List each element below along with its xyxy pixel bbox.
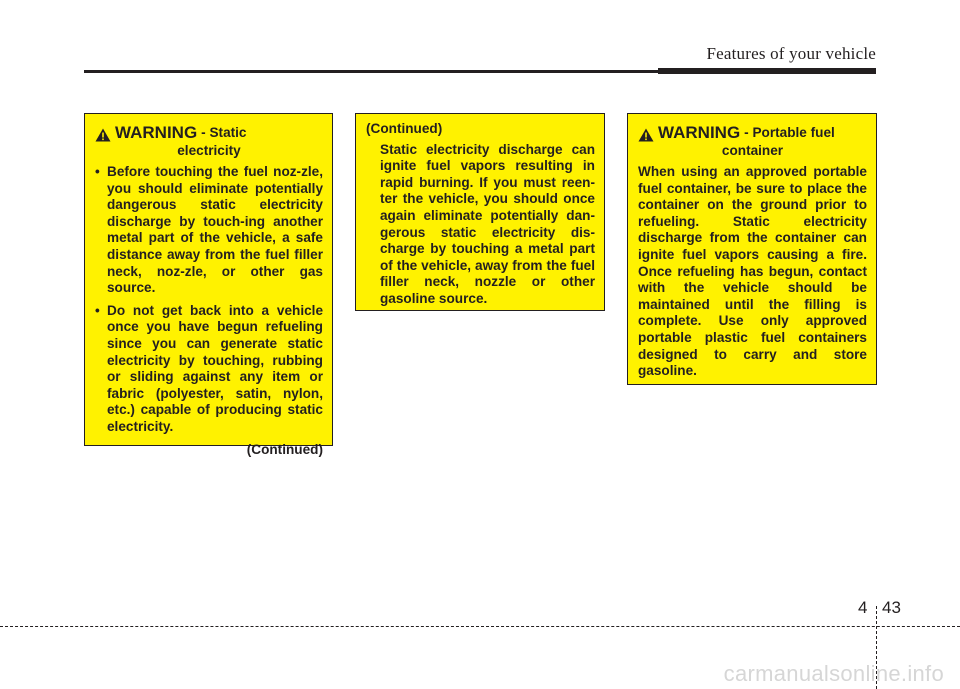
bullet-dot: • xyxy=(95,302,100,318)
warning-triangle-icon xyxy=(95,128,111,142)
section-title: Features of your vehicle xyxy=(706,44,876,63)
footer-dashed-rule xyxy=(0,626,960,627)
warning-subtitle-continued: electricity xyxy=(177,143,241,158)
warning-heading xyxy=(95,123,323,143)
warning-label: WARNING xyxy=(658,123,741,142)
bullet-text: Do not get back into a vehicle once you have begun refueling since you can generate static electricity by touching, rubbing or sliding against any item or fabric (polyester, satin, nylon, etc.) capable of producing static electricity. xyxy=(107,302,323,434)
bullet-text: Before touching the fuel noz-zle, you should eliminate potentially dangerous static electricity discharge by touch-ing another metal part of the vehicle, a safe distance away from the fuel filler neck, noz-zle, or other gas source. xyxy=(107,164,323,296)
warning-triangle-icon xyxy=(638,128,654,142)
bullet-item xyxy=(95,303,323,436)
continued-label: (Continued) xyxy=(246,441,323,457)
watermark: carmanualsonline.info xyxy=(723,661,944,686)
warning-heading xyxy=(638,123,867,143)
warning-box-continued xyxy=(355,113,605,311)
warning-box-static-electricity xyxy=(84,113,333,457)
warning-subtitle-continued: container xyxy=(721,143,784,158)
warning-subtitle: - Portable fuel xyxy=(744,125,835,140)
warning-text: Static electricity discharge can ignite fuel vapors resulting in rapid burning. If you must reen-ter the vehicle, you should once again eliminate potentially dan-gerous static electricity dis-charge by touching a metal part of the vehicle, away from the fuel filler neck, nozzle or other gasoline source. xyxy=(380,141,595,306)
warning-subtitle: - Static xyxy=(201,125,247,140)
warning-box-portable-fuel-container xyxy=(627,113,877,385)
header-rule-accent xyxy=(658,68,876,74)
bullet-item xyxy=(95,164,323,297)
chapter-number: 4 xyxy=(858,598,868,617)
page-number: 43 xyxy=(882,598,901,617)
bullet-dot: • xyxy=(95,164,100,179)
continued-label: (Continued) xyxy=(366,121,443,136)
warning-label: WARNING xyxy=(115,123,198,142)
warning-text: When using an approved portable fuel container, be sure to place the container on the ground prior to refueling. Static electricity discharge from the container can ignite fuel vapors causing a fire. Once refueling has begun, contact with the vehicle should be maintained until the filling is complete. Use only approved portable plastic fuel containers designed to carry and store gasoline. xyxy=(638,164,867,379)
